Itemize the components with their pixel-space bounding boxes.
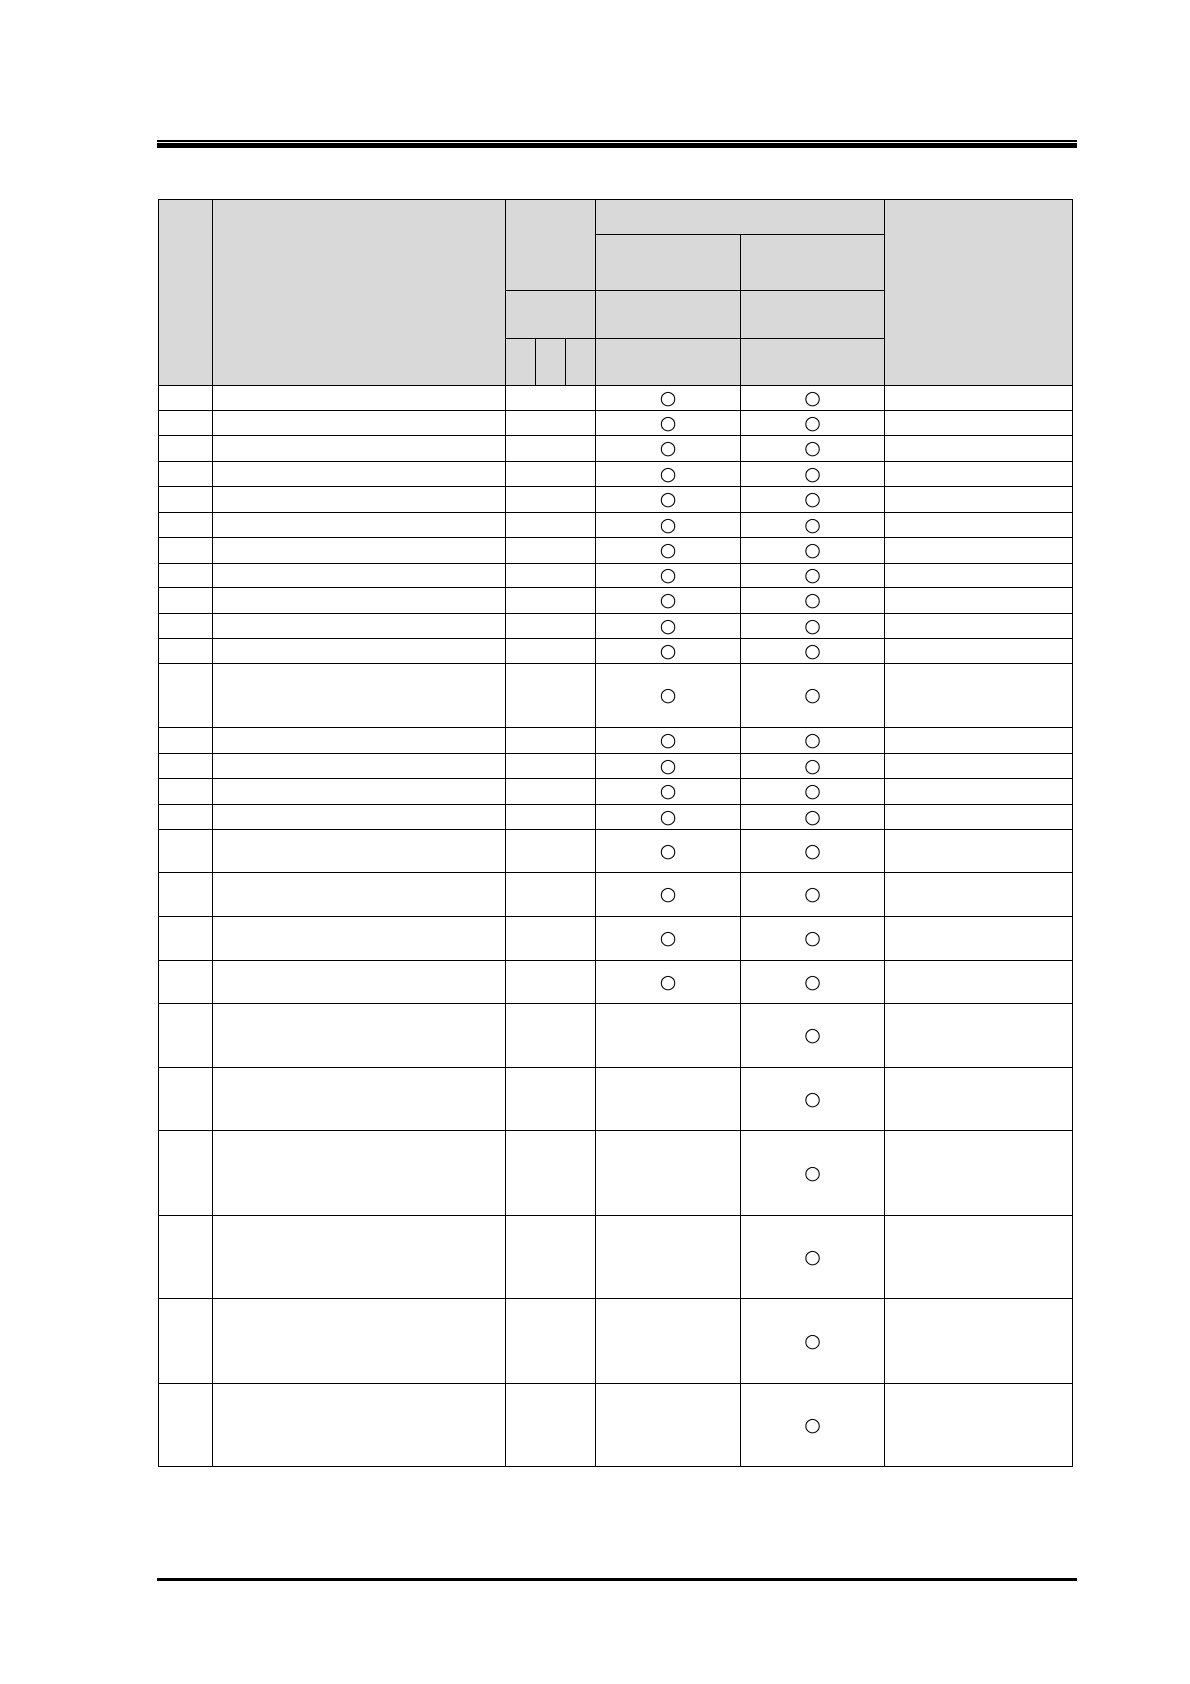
row-cell-col3 xyxy=(506,830,596,873)
row-cell-col5 xyxy=(741,917,885,961)
row-cell-col1 xyxy=(159,564,213,588)
circle-mark: ○ xyxy=(804,462,821,485)
table-row xyxy=(159,564,1073,588)
row-cell-col3 xyxy=(506,436,596,462)
row-cell-col1 xyxy=(159,462,213,487)
table-row xyxy=(159,664,1073,728)
row-cell-col2 xyxy=(213,513,506,538)
circle-mark: ○ xyxy=(804,1329,821,1352)
circle-mark: ○ xyxy=(804,805,821,828)
footer-rule xyxy=(157,1578,1077,1581)
row-cell-col2 xyxy=(213,805,506,830)
circle-mark: ○ xyxy=(659,839,677,862)
row-cell-col2 xyxy=(213,564,506,588)
circle-mark: ○ xyxy=(804,437,821,459)
row-cell-col2 xyxy=(213,462,506,487)
row-cell-col2 xyxy=(213,917,506,961)
table-row xyxy=(159,462,1073,487)
row-cell-col5 xyxy=(741,462,885,487)
row-cell-col5 xyxy=(741,664,885,728)
row-cell-col6 xyxy=(885,1004,1073,1068)
row-cell-col6 xyxy=(885,513,1073,538)
circle-mark: ○ xyxy=(804,564,821,586)
row-cell-col6 xyxy=(885,614,1073,639)
table-row xyxy=(159,830,1073,873)
circle-mark: ○ xyxy=(659,437,677,459)
row-cell-col2 xyxy=(213,1131,506,1216)
row-cell-col5 xyxy=(741,538,885,564)
row-cell-col3 xyxy=(506,564,596,588)
circle-mark: ○ xyxy=(804,754,821,777)
row-cell-col4 xyxy=(596,1299,741,1384)
circle-mark: ○ xyxy=(804,1087,821,1110)
row-cell-col3 xyxy=(506,1299,596,1384)
row-cell-col6 xyxy=(885,873,1073,917)
circle-mark: ○ xyxy=(804,970,821,993)
row-cell-col6 xyxy=(885,588,1073,614)
row-cell-col3 xyxy=(506,538,596,564)
table-row xyxy=(159,639,1073,664)
circle-mark: ○ xyxy=(804,513,821,536)
row-cell-col6 xyxy=(885,1299,1073,1384)
circle-mark: ○ xyxy=(804,729,821,751)
row-cell-col1 xyxy=(159,513,213,538)
row-cell-col1 xyxy=(159,436,213,462)
row-cell-col4 xyxy=(596,513,741,538)
table-body xyxy=(159,386,1073,1467)
row-cell-col3 xyxy=(506,779,596,805)
circle-mark: ○ xyxy=(804,639,821,662)
circle-mark: ○ xyxy=(659,883,677,905)
row-cell-col4 xyxy=(596,1384,741,1467)
circle-mark: ○ xyxy=(659,684,677,706)
row-cell-col1 xyxy=(159,538,213,564)
row-cell-col4 xyxy=(596,1131,741,1216)
circle-mark: ○ xyxy=(804,1413,821,1436)
row-cell-col1 xyxy=(159,1384,213,1467)
header-cell-col6 xyxy=(885,200,1073,386)
row-cell-col4 xyxy=(596,462,741,487)
circle-mark: ○ xyxy=(804,411,821,434)
row-cell-col3 xyxy=(506,873,596,917)
header-rule-thick-line xyxy=(157,143,1077,148)
row-cell-col3 xyxy=(506,639,596,664)
row-cell-col6 xyxy=(885,830,1073,873)
table-row xyxy=(159,614,1073,639)
circle-mark: ○ xyxy=(659,411,677,434)
row-cell-col1 xyxy=(159,487,213,513)
row-cell-col6 xyxy=(885,917,1073,961)
row-cell-col2 xyxy=(213,754,506,779)
row-cell-col5 xyxy=(741,873,885,917)
row-cell-col2 xyxy=(213,487,506,513)
row-cell-col3 xyxy=(506,664,596,728)
row-cell-col1 xyxy=(159,917,213,961)
row-cell-col5 xyxy=(741,639,885,664)
row-cell-col2 xyxy=(213,639,506,664)
row-cell-col3 xyxy=(506,386,596,411)
row-cell-col5 xyxy=(741,728,885,754)
row-cell-col4 xyxy=(596,487,741,513)
row-cell-col2 xyxy=(213,664,506,728)
circle-mark: ○ xyxy=(659,513,677,536)
row-cell-col5 xyxy=(741,830,885,873)
circle-mark: ○ xyxy=(804,1245,821,1268)
header-subcell-col3-b xyxy=(536,339,566,386)
header-cell-col3-middle xyxy=(506,291,596,339)
circle-mark: ○ xyxy=(804,614,821,637)
header-rule xyxy=(157,140,1077,148)
row-cell-col4 xyxy=(596,754,741,779)
row-cell-col2 xyxy=(213,830,506,873)
circle-mark: ○ xyxy=(659,729,677,751)
row-cell-col4 xyxy=(596,614,741,639)
table-row xyxy=(159,436,1073,462)
circle-mark: ○ xyxy=(804,386,821,409)
table-row xyxy=(159,805,1073,830)
row-cell-col2 xyxy=(213,961,506,1004)
row-cell-col4 xyxy=(596,538,741,564)
row-cell-col6 xyxy=(885,779,1073,805)
row-cell-col1 xyxy=(159,1004,213,1068)
row-cell-col6 xyxy=(885,386,1073,411)
row-cell-col4 xyxy=(596,1004,741,1068)
row-cell-col2 xyxy=(213,411,506,436)
table-row xyxy=(159,1384,1073,1467)
row-cell-col1 xyxy=(159,614,213,639)
circle-mark: ○ xyxy=(804,488,821,510)
table-row xyxy=(159,728,1073,754)
row-cell-col2 xyxy=(213,538,506,564)
table-row xyxy=(159,917,1073,961)
header-cell-col5-row3 xyxy=(741,291,885,339)
row-cell-col1 xyxy=(159,639,213,664)
circle-mark: ○ xyxy=(659,639,677,662)
row-cell-col3 xyxy=(506,728,596,754)
row-cell-col5 xyxy=(741,1299,885,1384)
header-cell-col4-row4 xyxy=(596,339,741,386)
row-cell-col5 xyxy=(741,779,885,805)
row-cell-col3 xyxy=(506,487,596,513)
header-row-1 xyxy=(159,200,1073,235)
row-cell-col3 xyxy=(506,1216,596,1299)
circle-mark: ○ xyxy=(804,589,821,611)
row-cell-col3 xyxy=(506,1068,596,1131)
circle-mark: ○ xyxy=(659,805,677,828)
row-cell-col1 xyxy=(159,728,213,754)
row-cell-col1 xyxy=(159,1299,213,1384)
row-cell-col4 xyxy=(596,830,741,873)
row-cell-col2 xyxy=(213,588,506,614)
row-cell-col2 xyxy=(213,436,506,462)
row-cell-col3 xyxy=(506,1004,596,1068)
row-cell-col2 xyxy=(213,873,506,917)
row-cell-col4 xyxy=(596,1216,741,1299)
row-cell-col3 xyxy=(506,588,596,614)
row-cell-col4 xyxy=(596,1068,741,1131)
table-row xyxy=(159,779,1073,805)
header-cell-col5-row2 xyxy=(741,235,885,291)
row-cell-col4 xyxy=(596,961,741,1004)
row-cell-col6 xyxy=(885,487,1073,513)
row-cell-col6 xyxy=(885,1068,1073,1131)
table-header xyxy=(159,200,1073,386)
circle-mark: ○ xyxy=(659,780,677,802)
row-cell-col6 xyxy=(885,1131,1073,1216)
table-row xyxy=(159,1068,1073,1131)
row-cell-col1 xyxy=(159,779,213,805)
table-row xyxy=(159,1299,1073,1384)
circle-mark: ○ xyxy=(804,1161,821,1184)
row-cell-col4 xyxy=(596,779,741,805)
table-row xyxy=(159,873,1073,917)
row-cell-col6 xyxy=(885,961,1073,1004)
circle-mark: ○ xyxy=(804,883,821,905)
circle-mark: ○ xyxy=(659,462,677,485)
row-cell-col1 xyxy=(159,588,213,614)
circle-mark: ○ xyxy=(804,839,821,862)
circle-mark: ○ xyxy=(659,589,677,611)
row-cell-col5 xyxy=(741,1131,885,1216)
table-row xyxy=(159,754,1073,779)
row-cell-col5 xyxy=(741,614,885,639)
table-row xyxy=(159,1216,1073,1299)
row-cell-col3 xyxy=(506,1384,596,1467)
row-cell-col3 xyxy=(506,1131,596,1216)
checklist-table xyxy=(158,199,1073,1467)
row-cell-col1 xyxy=(159,754,213,779)
row-cell-col5 xyxy=(741,1068,885,1131)
circle-mark: ○ xyxy=(659,970,677,993)
header-cell-group-col4-col5 xyxy=(596,200,885,235)
header-subcell-col3-c xyxy=(566,339,596,386)
row-cell-col1 xyxy=(159,1216,213,1299)
row-cell-col2 xyxy=(213,1068,506,1131)
table-row xyxy=(159,411,1073,436)
row-cell-col5 xyxy=(741,436,885,462)
table-row xyxy=(159,386,1073,411)
row-cell-col5 xyxy=(741,805,885,830)
header-cell-col3-top xyxy=(506,200,596,291)
row-cell-col5 xyxy=(741,513,885,538)
row-cell-col3 xyxy=(506,614,596,639)
row-cell-col6 xyxy=(885,1384,1073,1467)
row-cell-col5 xyxy=(741,411,885,436)
row-cell-col5 xyxy=(741,961,885,1004)
row-cell-col2 xyxy=(213,1216,506,1299)
header-rule-thin-line xyxy=(157,140,1077,142)
row-cell-col5 xyxy=(741,386,885,411)
table-row xyxy=(159,588,1073,614)
row-cell-col3 xyxy=(506,917,596,961)
row-cell-col5 xyxy=(741,1216,885,1299)
row-cell-col6 xyxy=(885,436,1073,462)
row-cell-col3 xyxy=(506,961,596,1004)
table-row xyxy=(159,961,1073,1004)
circle-mark: ○ xyxy=(659,614,677,637)
row-cell-col4 xyxy=(596,386,741,411)
row-cell-col3 xyxy=(506,411,596,436)
circle-mark: ○ xyxy=(804,780,821,802)
circle-mark: ○ xyxy=(804,927,821,949)
row-cell-col4 xyxy=(596,436,741,462)
row-cell-col1 xyxy=(159,411,213,436)
row-cell-col2 xyxy=(213,728,506,754)
row-cell-col5 xyxy=(741,487,885,513)
row-cell-col3 xyxy=(506,462,596,487)
row-cell-col5 xyxy=(741,1004,885,1068)
circle-mark: ○ xyxy=(659,539,677,561)
row-cell-col1 xyxy=(159,805,213,830)
row-cell-col3 xyxy=(506,754,596,779)
row-cell-col1 xyxy=(159,1068,213,1131)
circle-mark: ○ xyxy=(659,564,677,586)
row-cell-col1 xyxy=(159,873,213,917)
header-subcell-col3-a xyxy=(506,339,536,386)
circle-mark: ○ xyxy=(804,1024,821,1046)
row-cell-col6 xyxy=(885,728,1073,754)
circle-mark: ○ xyxy=(804,539,821,561)
row-cell-col2 xyxy=(213,1299,506,1384)
row-cell-col3 xyxy=(506,513,596,538)
row-cell-col1 xyxy=(159,961,213,1004)
row-cell-col3 xyxy=(506,805,596,830)
row-cell-col1 xyxy=(159,386,213,411)
header-cell-col1 xyxy=(159,200,213,386)
row-cell-col2 xyxy=(213,779,506,805)
row-cell-col2 xyxy=(213,386,506,411)
row-cell-col4 xyxy=(596,564,741,588)
row-cell-col1 xyxy=(159,830,213,873)
table-row xyxy=(159,1131,1073,1216)
table-row xyxy=(159,1004,1073,1068)
row-cell-col5 xyxy=(741,564,885,588)
row-cell-col6 xyxy=(885,462,1073,487)
table-row xyxy=(159,513,1073,538)
header-cell-col4-row3 xyxy=(596,291,741,339)
row-cell-col4 xyxy=(596,664,741,728)
table-row xyxy=(159,538,1073,564)
circle-mark: ○ xyxy=(804,684,821,706)
row-cell-col4 xyxy=(596,588,741,614)
row-cell-col4 xyxy=(596,805,741,830)
row-cell-col4 xyxy=(596,639,741,664)
header-cell-col4-row2 xyxy=(596,235,741,291)
row-cell-col2 xyxy=(213,1004,506,1068)
row-cell-col6 xyxy=(885,664,1073,728)
row-cell-col6 xyxy=(885,411,1073,436)
row-cell-col5 xyxy=(741,1384,885,1467)
circle-mark: ○ xyxy=(659,386,677,409)
row-cell-col4 xyxy=(596,411,741,436)
row-cell-col4 xyxy=(596,917,741,961)
row-cell-col6 xyxy=(885,639,1073,664)
header-cell-col5-row4 xyxy=(741,339,885,386)
row-cell-col6 xyxy=(885,538,1073,564)
row-cell-col6 xyxy=(885,564,1073,588)
table-row xyxy=(159,487,1073,513)
row-cell-col4 xyxy=(596,728,741,754)
row-cell-col1 xyxy=(159,664,213,728)
row-cell-col4 xyxy=(596,873,741,917)
circle-mark: ○ xyxy=(659,754,677,777)
row-cell-col2 xyxy=(213,614,506,639)
row-cell-col6 xyxy=(885,1216,1073,1299)
row-cell-col5 xyxy=(741,754,885,779)
row-cell-col5 xyxy=(741,588,885,614)
header-cell-col2 xyxy=(213,200,506,386)
circle-mark: ○ xyxy=(659,488,677,510)
row-cell-col6 xyxy=(885,754,1073,779)
row-cell-col6 xyxy=(885,805,1073,830)
row-cell-col1 xyxy=(159,1131,213,1216)
row-cell-col2 xyxy=(213,1384,506,1467)
circle-mark: ○ xyxy=(659,927,677,949)
